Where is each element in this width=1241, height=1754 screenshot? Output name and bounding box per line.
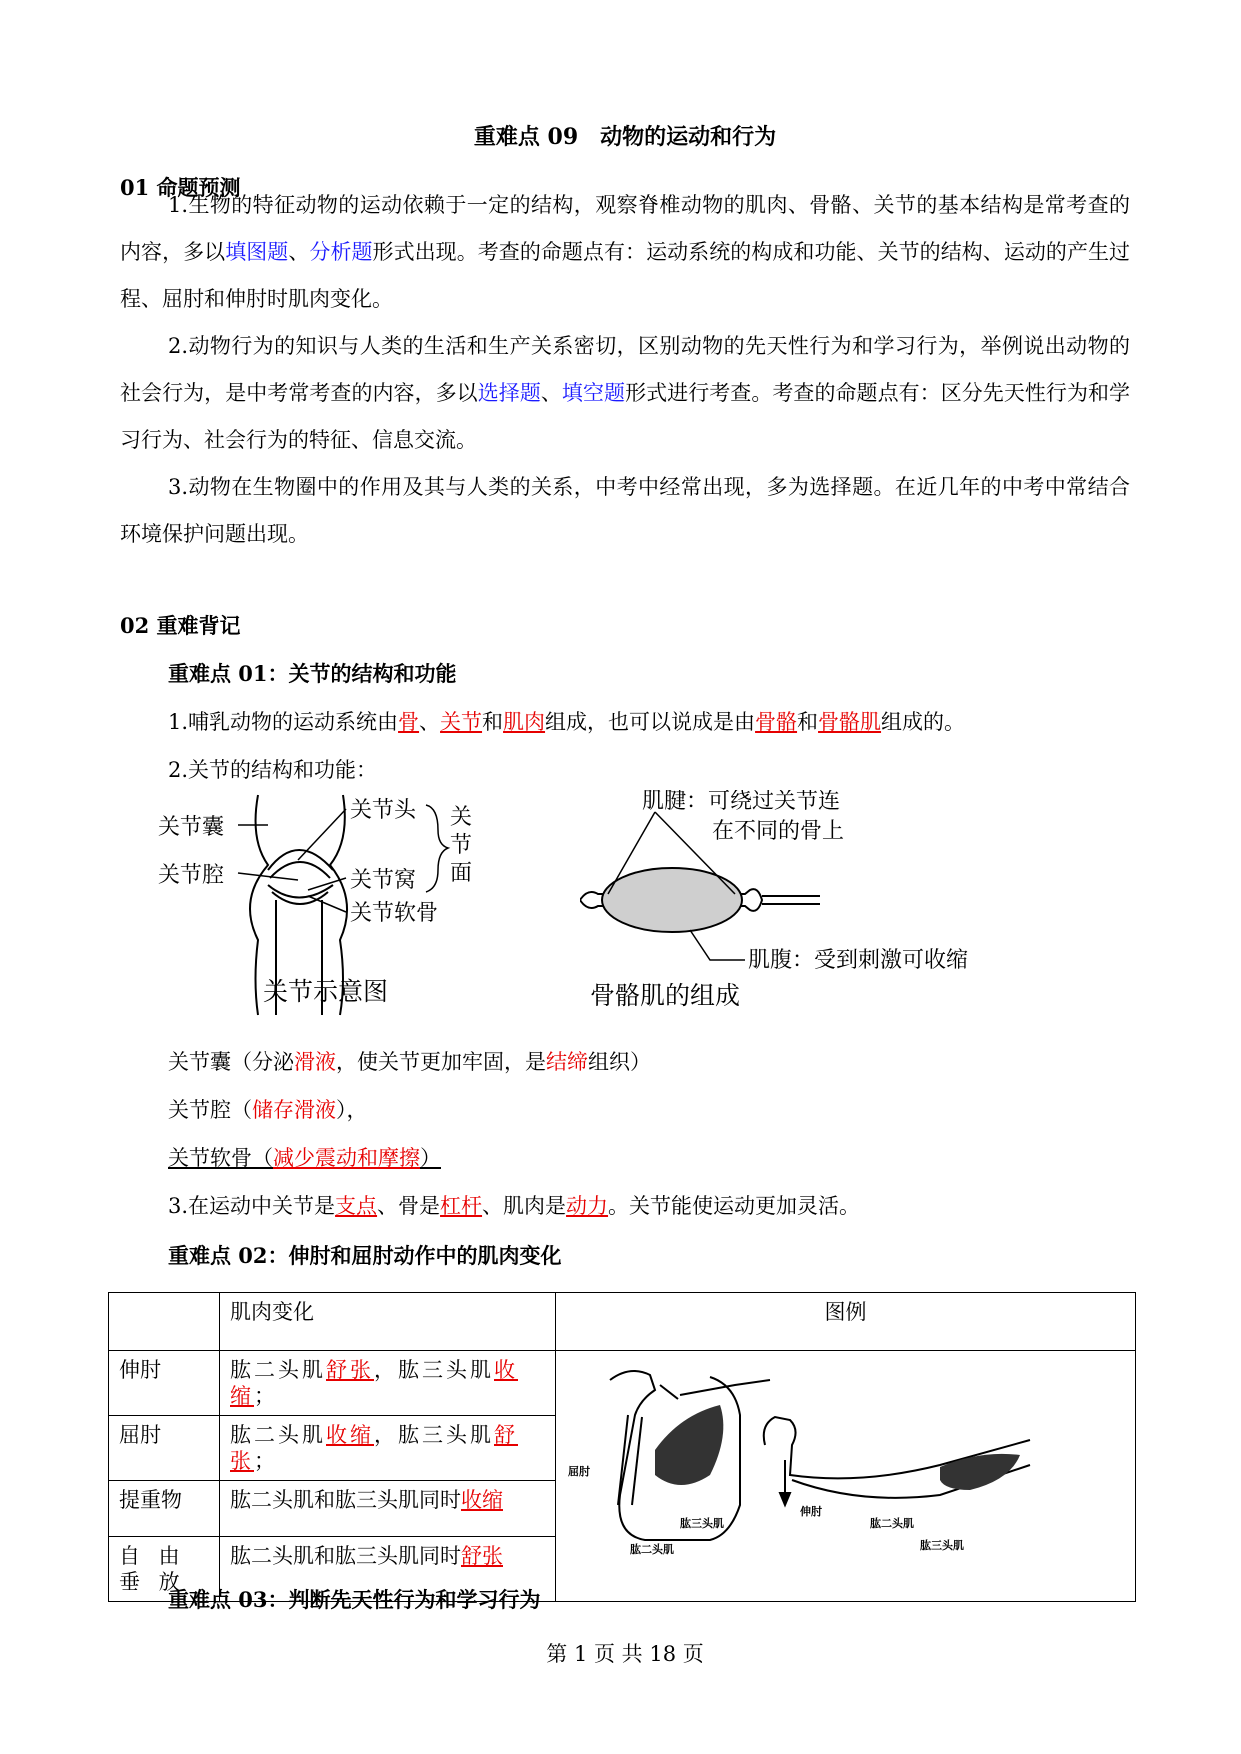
- text: ，肱三头肌: [374, 1423, 494, 1447]
- answer: 减少震动和摩擦: [273, 1146, 420, 1170]
- answer: 骨: [398, 710, 420, 734]
- label-joint-cartilage: 关节软骨: [350, 901, 439, 926]
- section-heading-prediction: 01 命题预测: [120, 175, 241, 200]
- text: 、肌肉是: [482, 1194, 567, 1218]
- line-joint-intro: 2.关节的结构和功能：: [168, 758, 378, 782]
- text: ）: [420, 1146, 441, 1170]
- label-joint-head: 关节头: [350, 798, 417, 823]
- label-tendon-1: 肌腱：可绕过关节连: [642, 790, 841, 814]
- table-header-empty: [109, 1293, 220, 1351]
- line-motion-system: [168, 706, 965, 736]
- table-header-figure: 图例: [556, 1293, 1136, 1351]
- label-flex: 屈肘: [568, 1465, 590, 1478]
- table-header-change: 肌肉变化: [220, 1293, 556, 1351]
- row-name: 屈肘: [109, 1416, 220, 1481]
- answer: 储存滑液: [252, 1098, 336, 1122]
- answer: 支点: [335, 1194, 378, 1218]
- answer: 收缩: [326, 1423, 374, 1447]
- row-change: [220, 1481, 556, 1537]
- elbow-movement-figure: [560, 1355, 1100, 1565]
- label-joint-socket: 关节窝: [350, 868, 417, 893]
- label-biceps-1: 肱二头肌: [630, 1543, 674, 1556]
- page-footer: 第 1 页 共 18 页: [546, 1642, 704, 1666]
- answer: 舒张: [461, 1544, 503, 1568]
- keypoint-heading-03: 重难点 03：判断先天性行为和学习行为: [168, 1587, 541, 1612]
- keyword: 填图题: [225, 240, 289, 264]
- row-name: 自 由 垂 放: [109, 1537, 220, 1602]
- text: 1.哺乳动物的运动系统由: [168, 710, 399, 734]
- label-biceps-2: 肱二头肌: [870, 1517, 914, 1530]
- text: ，使关节更加牢固，是: [336, 1050, 546, 1074]
- text: 组成的。: [881, 710, 966, 734]
- text: 。关节能使运动更加灵活。: [608, 1194, 861, 1218]
- text: 和: [482, 710, 504, 734]
- text: 组织）: [588, 1050, 651, 1074]
- text: 肱二头肌: [230, 1358, 326, 1382]
- text: 、: [288, 240, 310, 264]
- paragraph-1: [120, 182, 1130, 323]
- text: 关节腔（: [168, 1098, 252, 1122]
- paragraph-2: [120, 323, 1130, 464]
- arm-figure-cell: [556, 1351, 1136, 1602]
- keyword: 选择题: [477, 381, 541, 405]
- skeletal-muscle-diagram: [580, 790, 1030, 1024]
- line-lever: [168, 1190, 860, 1220]
- caption-joint-diagram: 关节示意图: [263, 977, 389, 1006]
- keyword: 分析题: [309, 240, 373, 264]
- page-title: 重难点 09 动物的运动和行为: [473, 124, 777, 150]
- text: 2.动物行为的知识与人类的生活和生产关系密切，区别动物的先天性行为和学习行为，举例说出动物的社会行为，是中考常考查的内容，多以: [120, 334, 1130, 405]
- text: 、: [540, 381, 562, 405]
- line-joint-cartilage: [168, 1142, 441, 1172]
- line-joint-capsule: [168, 1046, 651, 1076]
- text: 、骨是: [377, 1194, 441, 1218]
- text: 、: [419, 710, 441, 734]
- text: 肱二头肌: [230, 1423, 326, 1447]
- text: 形式出现。考查的命题点有：运动系统的构成和功能、关节的结构、运动的产生过程、屈肘和伸肘时肌肉变化。: [120, 240, 1131, 311]
- label-extend: 伸肘: [800, 1505, 822, 1518]
- answer: 舒张: [230, 1423, 518, 1473]
- text: ；: [254, 1384, 278, 1408]
- table-header-row: [109, 1293, 1136, 1351]
- paragraph-3: 3.动物在生物圈中的作用及其与人类的关系，中考中经常出现，多为选择题。在近几年的中考中常结合环境保护问题出现。: [120, 475, 1130, 546]
- answer: 杠杆: [440, 1194, 483, 1218]
- section-heading-review: 02 重难背记: [120, 613, 241, 638]
- text: 组成，也可以说成是由: [545, 710, 756, 734]
- text: 1.生物的特征动物的运动依赖于一定的结构，观察脊椎动物的肌肉、骨骼、关节的基本结构是常考查的内容，多以: [120, 193, 1130, 264]
- row-change: [220, 1416, 556, 1481]
- row-name: 伸肘: [109, 1351, 220, 1416]
- label-joint-capsule: 关节囊: [158, 815, 225, 840]
- text: ；: [254, 1449, 278, 1473]
- text: 关节囊（分泌: [168, 1050, 294, 1074]
- answer: 骨骼肌: [818, 710, 882, 734]
- label-surface-1: 关: [450, 805, 473, 830]
- row-change: [220, 1351, 556, 1416]
- text: 3.在运动中关节是: [168, 1194, 336, 1218]
- label-tendon-2: 在不同的骨上: [712, 819, 845, 844]
- label-muscle-belly: 肌腹：受到刺激可收缩: [748, 948, 969, 973]
- text: 关节软骨（: [168, 1146, 273, 1170]
- row-name: 提重物: [109, 1481, 220, 1537]
- answer: 结缔: [546, 1050, 588, 1074]
- text: ，肱三头肌: [374, 1358, 494, 1382]
- answer: 动力: [566, 1194, 609, 1218]
- answer: 收缩: [461, 1488, 503, 1512]
- answer: 收缩: [230, 1358, 518, 1408]
- muscle-change-table: [108, 1292, 1136, 1602]
- text: 肱二头肌和肱三头肌同时: [230, 1544, 461, 1568]
- text: 形式进行考查。考查的命题点有：区分先天性行为和学习行为、社会行为的特征、信息交流。: [120, 381, 1131, 452]
- text: 和: [797, 710, 819, 734]
- answer: 骨骼: [755, 710, 798, 734]
- table-row: [109, 1351, 1136, 1416]
- answer: 舒张: [326, 1358, 374, 1382]
- keypoint-heading-01: 重难点 01：关节的结构和功能: [168, 661, 457, 686]
- keypoint-heading-02: 重难点 02：伸肘和屈肘动作中的肌肉变化: [168, 1243, 562, 1268]
- label-surface-3: 面: [450, 861, 473, 886]
- keyword: 填空题: [561, 381, 626, 405]
- answer: 肌肉: [503, 710, 546, 734]
- line-joint-cavity: [168, 1094, 368, 1124]
- label-surface-2: 节: [450, 833, 473, 858]
- text: 肱二头肌和肱三头肌同时: [230, 1488, 461, 1512]
- label-joint-cavity: 关节腔: [158, 863, 225, 888]
- caption-skeletal-muscle: 骨骼肌的组成: [590, 981, 741, 1010]
- label-triceps-1: 肱三头肌: [680, 1517, 724, 1530]
- answer: 关节: [440, 710, 483, 734]
- answer: 滑液: [294, 1050, 336, 1074]
- joint-diagram: [158, 790, 548, 1024]
- label-triceps-2: 肱三头肌: [920, 1539, 964, 1552]
- text: ），: [336, 1098, 368, 1122]
